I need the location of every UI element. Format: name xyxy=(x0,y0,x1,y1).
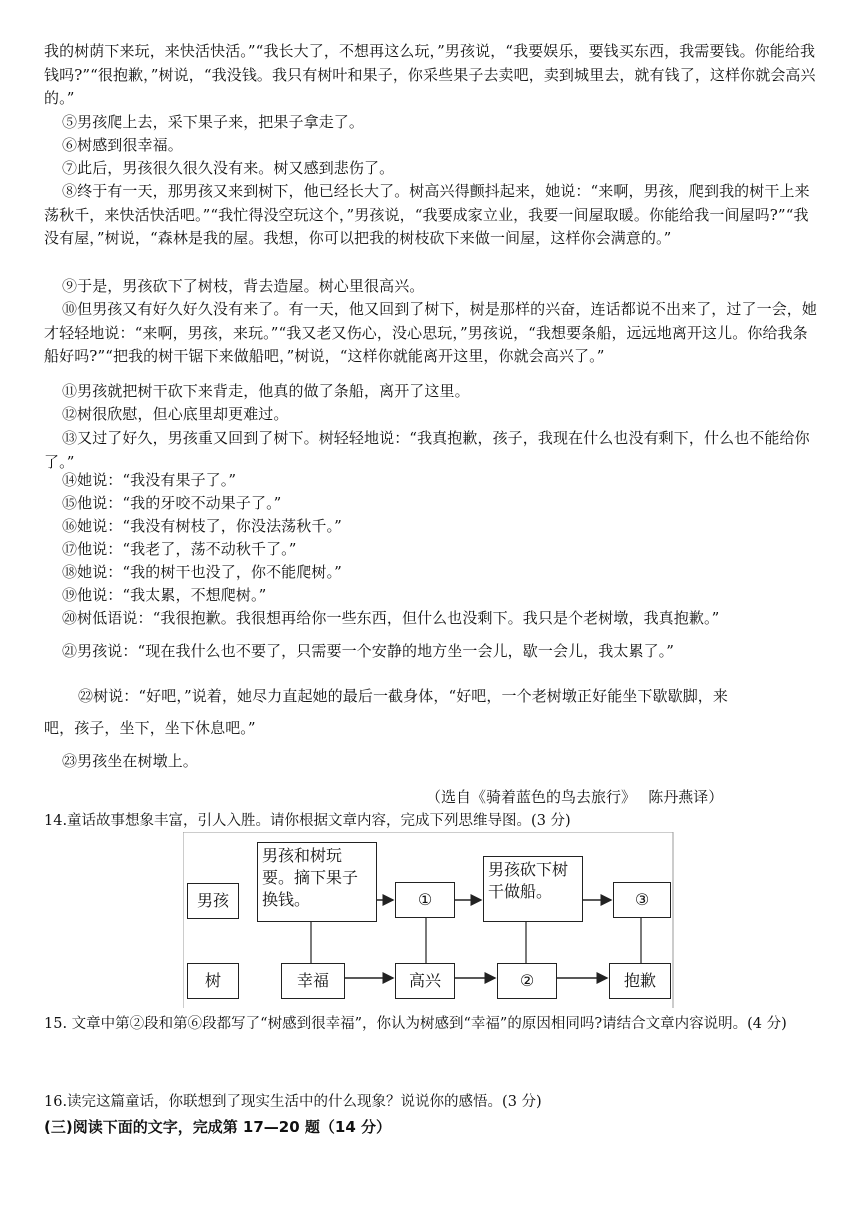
boy-box-1: 男孩和树玩要。摘下果子换钱。 xyxy=(257,842,377,922)
paragraph-15: ⑮他说：“我的牙咬不动果子了。” xyxy=(62,494,282,512)
paragraph-21: ㉑男孩说：“现在我什么也不要了，只需要一个安静的地方坐一会儿，歇一会儿，我太累了。” xyxy=(62,642,675,660)
paragraph-8: ⑧终于有一天，那男孩又来到树下，他已经长大了。树高兴得颤抖起来，她说：“来啊，男孩，爬到我的树干上来荡秋千，来快活快活吧。”“我忙得没空玩这个，”男孩说，“我要成家立业，我要一间屋取暖。你能给我一间屋吗?”“我没有屋，”树说，“森林是我的屋。我想，你可以把我的树枝砍下来做一间屋，这样你会满意的。” xyxy=(44,182,810,247)
paragraph-20: ⑳树低语说：“我很抱歉。我很想再给你一些东西，但什么也没剩下。我只是个老树墩，我真抱歉。” xyxy=(62,609,720,627)
paragraph-14: ⑭她说：“我没有果子了。” xyxy=(62,471,237,489)
source-citation: （选自《骑着蓝色的鸟去旅行》 陈丹燕译） xyxy=(426,788,724,806)
row-label-tree: 树 xyxy=(187,963,239,999)
section-heading: (三)阅读下面的文字，完成第 17—20 题（14 分） xyxy=(44,1118,392,1136)
question-16: 16.读完这篇童话，你联想到了现实生活中的什么现象？说说你的感悟。(3 分) xyxy=(44,1094,542,1110)
tree-box-4: 抱歉 xyxy=(609,963,671,999)
paragraph-19: ⑲他说：“我太累，不想爬树。” xyxy=(62,586,267,604)
paragraph-22-line1: ㉒树说：“好吧，”说着，她尽力直起她的最后一截身体，“好吧，一个老树墩正好能坐下歇歇脚，来 xyxy=(78,687,729,705)
paragraph-4-tail: 我的树荫下来玩，来快活快活。”“我长大了，不想再这么玩，”男孩说，“我要娱乐，要钱买东西，我需要钱。你能给我钱吗?”“很抱歉，”树说，“我没钱。我只有树叶和果子，你采些果子去卖吧，卖到城里去，就有钱了，这样你就会高兴的。” xyxy=(44,42,816,107)
boy-box-2-blank: ① xyxy=(395,882,455,918)
paragraph-7: ⑦此后，男孩很久很久没有来。树又感到悲伤了。 xyxy=(62,159,395,177)
mind-map xyxy=(183,832,675,1008)
paragraph-6: ⑥树感到很幸福。 xyxy=(62,136,183,154)
question-14: 14.童话故事想象丰富，引人入胜。请你根据文章内容，完成下列思维导图。(3 分) xyxy=(44,813,571,829)
boy-box-4-blank: ③ xyxy=(613,882,671,918)
paragraph-23: ㉓男孩坐在树墩上。 xyxy=(62,752,198,770)
paragraph-13: ⑬又过了好久，男孩重又回到了树下。树轻轻地说：“我真抱歉，孩子，我现在什么也没有剩下，什么也不能给你了。” xyxy=(44,429,810,471)
paragraph-12: ⑫树很欣慰，但心底里却更难过。 xyxy=(62,405,289,423)
tree-box-3-blank: ② xyxy=(497,963,557,999)
paragraph-22-line2: 吧，孩子，坐下，坐下休息吧。” xyxy=(44,719,256,737)
paragraph-16: ⑯她说：“我没有树枝了，你没法荡秋千。” xyxy=(62,517,342,535)
paragraph-18: ⑱她说：“我的树干也没了，你不能爬树。” xyxy=(62,563,342,581)
paragraph-5: ⑤男孩爬上去，采下果子来，把果子拿走了。 xyxy=(62,113,365,131)
paragraph-9: ⑨于是，男孩砍下了树枝，背去造屋。树心里很高兴。 xyxy=(62,277,425,295)
paragraph-10: ⑩但男孩又有好久好久没有来了。有一天，他又回到了树下，树是那样的兴奋，连话都说不出来了，过了一会，她才轻轻地说：“来啊，男孩，来玩。”“我又老又伤心，没心思玩，”男孩说，“我想要条船，远远地离开这儿。你给我条船好吗?”“把我的树干锯下来做船吧，”树说，“这样你就能离开这里，你就会高兴了。” xyxy=(44,300,818,365)
row-label-boy: 男孩 xyxy=(187,883,239,919)
paragraph-17: ⑰他说：“我老了，荡不动秋千了。” xyxy=(62,540,297,558)
question-15: 15. 文章中第②段和第⑥段都写了“树感到很幸福”，你认为树感到“幸福”的原因相同吗?请结合文章内容说明。(4 分) xyxy=(44,1016,787,1032)
paragraph-11: ⑪男孩就把树干砍下来背走，他真的做了条船，离开了这里。 xyxy=(62,382,470,400)
tree-box-1: 幸福 xyxy=(281,963,345,999)
tree-box-2: 高兴 xyxy=(395,963,455,999)
boy-box-3: 男孩砍下树干做船。 xyxy=(483,856,583,922)
